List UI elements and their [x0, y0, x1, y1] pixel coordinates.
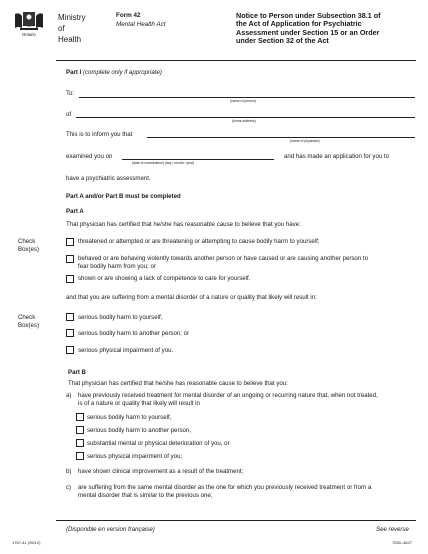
check-label: Check	[18, 314, 36, 321]
form-title	[236, 12, 381, 46]
partb-label: Part B	[68, 369, 86, 376]
date-caption: (date of examination) (day / month / year)	[132, 161, 195, 165]
form-code: 1767-41 (05/12)	[12, 540, 41, 545]
parta-option-checkbox-2[interactable]	[66, 255, 74, 263]
partb-a-option-text: serious bodily harm to another person,	[87, 427, 191, 434]
partb-a-marker: a)	[66, 392, 72, 399]
partb-c-text: are suffering from the same mental disorder as the one for which you previously received treatment or from a mental disorder that is similar to the previous one;	[78, 484, 372, 499]
application-text: and has made an application for you to	[284, 153, 390, 160]
parta-intro: That physician has certified that he/she has reasonable cause to believe that you have:	[66, 221, 301, 228]
parta-option-text: behaved or are behaving violently towards another person or have caused or are causing another person to fear bodily harm from you; or	[78, 255, 368, 270]
partb-a-text: have previously received treatment for mental disorder of an ongoing or recurring nature that, when not treated, is of a nature or quality that likely will result in	[78, 392, 378, 407]
parta-result-checkbox-3[interactable]	[66, 346, 74, 354]
examined-label: examined you on	[66, 153, 113, 160]
parta-option-checkbox-1[interactable]	[66, 238, 74, 246]
address-field[interactable]	[76, 117, 415, 118]
of-label: of	[66, 111, 72, 118]
partb-a-checkbox-1[interactable]	[76, 413, 84, 421]
form-act: Mental Health Act	[116, 21, 166, 28]
footer-divider	[56, 520, 416, 521]
partb-a-checkbox-2[interactable]	[76, 426, 84, 434]
ministry-line: of	[58, 24, 65, 33]
ministry-line: Ministry	[58, 13, 86, 22]
check-boxes-label-1	[18, 238, 39, 254]
check-boxes-label-2	[18, 314, 39, 330]
parta-result-text: serious physical impairment of you.	[78, 347, 174, 354]
parta-result-text: serious bodily harm to yourself;	[78, 314, 163, 321]
suffering-text: and that you are suffering from a mental disorder of a nature or quality that likely will result in:	[66, 294, 317, 301]
check-label: Box(es)	[18, 322, 39, 329]
parta-result-text: serious bodily harm to another person; or	[78, 330, 190, 337]
partb-b-marker: b)	[66, 468, 72, 475]
title-line: Assessment under Section 15 or an Order	[236, 27, 380, 37]
form-number: Form 42	[116, 12, 141, 19]
see-reverse-note: See reverse	[376, 526, 409, 533]
stock-code: 7530–4627	[392, 540, 413, 545]
title-line: the Act of Application for Psychiatric	[236, 19, 362, 29]
part1-heading	[66, 69, 162, 77]
part1-note: (complete only if appropriate)	[82, 69, 162, 76]
physician-field[interactable]	[147, 137, 415, 138]
physician-caption: (name of physician)	[290, 139, 320, 143]
partb-intro: That physician has certified that he/she has reasonable cause to believe that you:	[68, 380, 288, 387]
ministry-name	[58, 12, 86, 45]
partb-a-checkbox-3[interactable]	[76, 439, 84, 447]
french-version-note: (Disponible en version française)	[66, 526, 155, 533]
check-label: Check	[18, 238, 36, 245]
partb-a-option-text: serious bodily harm to yourself,	[87, 414, 172, 421]
name-caption: (name of person)	[230, 99, 256, 103]
logo-caption: Ontario	[22, 32, 36, 37]
parta-option-text: threatened or attempted or are threatening or attempting to cause bodily harm to yourself;	[78, 238, 320, 245]
header-divider	[56, 60, 416, 61]
exam-date-field[interactable]	[122, 159, 274, 160]
partb-a-option-text: serious physical impairment of you;	[87, 453, 183, 460]
must-complete-note: Part A and/or Part B must be completed	[66, 193, 181, 200]
ontario-coat-of-arms-logo	[12, 10, 46, 40]
parta-result-checkbox-1[interactable]	[66, 313, 74, 321]
name-field[interactable]	[79, 97, 415, 98]
ministry-line: Health	[58, 35, 82, 44]
title-line: under Section 32 of the Act	[236, 36, 329, 46]
partb-c-marker: c)	[66, 484, 72, 491]
partb-a-checkbox-4[interactable]	[76, 452, 84, 460]
parta-option-text: shown or are showing a lack of competence to care for yourself.	[78, 275, 251, 282]
to-label: To:	[66, 90, 75, 97]
title-line: Notice to Person under Subsection 38.1 of	[236, 11, 381, 20]
inform-label: This is to inform you that	[66, 131, 133, 138]
parta-label: Part A	[66, 208, 84, 215]
part1-label: Part I	[66, 69, 82, 76]
parta-result-checkbox-2[interactable]	[66, 329, 74, 337]
partb-a-option-text: substantial mental or physical deterioration of you, or	[87, 440, 230, 447]
check-label: Box(es)	[18, 246, 39, 253]
partb-b-text: have shown clinical improvement as a result of the treatment;	[78, 468, 244, 475]
parta-option-checkbox-3[interactable]	[66, 275, 74, 283]
address-caption: (home address)	[232, 119, 256, 123]
assessment-text: have a psychiatric assessment.	[66, 175, 151, 182]
